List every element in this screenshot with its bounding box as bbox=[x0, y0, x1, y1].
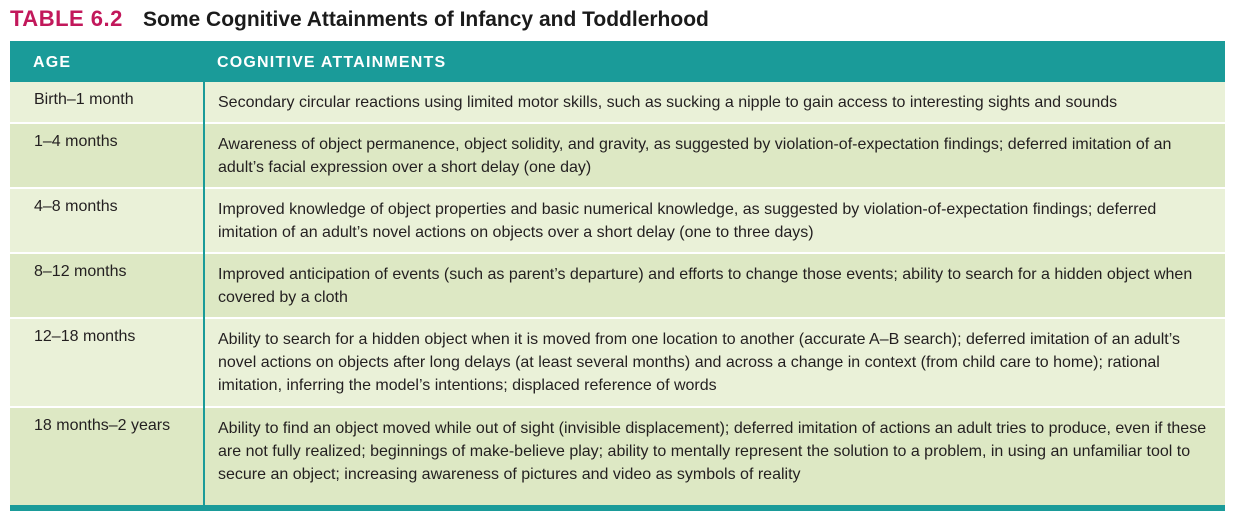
attainment-cell: Awareness of object permanence, object solidity, and gravity, as suggested by violation-of-expectation findings; deferred imitation of an adult’s facial expression over a short delay (one day) bbox=[218, 136, 1172, 176]
table-header bbox=[10, 41, 1225, 82]
age-cell: 18 months–2 years bbox=[34, 417, 171, 434]
table-bottom-rule bbox=[10, 505, 1225, 511]
attainment-cell: Improved knowledge of object properties and basic numerical knowledge, as suggested by violation-of-expectation findings; deferred imitation of an adult’s novel actions on objects over a short delay (one to three days) bbox=[218, 201, 1157, 241]
cognitive-attainments-table bbox=[10, 41, 1225, 511]
age-cell: 8–12 months bbox=[34, 263, 127, 280]
header-age: AGE bbox=[33, 54, 72, 71]
table-number: TABLE 6.2 bbox=[10, 6, 123, 31]
column-divider bbox=[203, 82, 205, 505]
age-cell: 1–4 months bbox=[34, 133, 118, 150]
table-row bbox=[10, 82, 1225, 122]
table-row bbox=[10, 317, 1225, 406]
attainment-cell: Secondary circular reactions using limited motor skills, such as sucking a nipple to gain access to interesting sights and sounds bbox=[218, 94, 1118, 111]
header-attainments: COGNITIVE ATTAINMENTS bbox=[217, 54, 447, 71]
table-row bbox=[10, 406, 1225, 507]
table-caption bbox=[10, 4, 709, 34]
age-cell: 4–8 months bbox=[34, 198, 118, 215]
age-cell: Birth–1 month bbox=[34, 91, 134, 108]
attainment-cell: Ability to find an object moved while out of sight (invisible displacement); deferred imitation of actions an adult tries to produce, even if these are not fully realized; beginnings of make-believe play; ability to mentally represent the solution to a problem, in using an unfamiliar tool to secure an object; increasing awareness of pictures and video as symbols of reality bbox=[218, 420, 1207, 483]
table-row bbox=[10, 122, 1225, 187]
table-title: Some Cognitive Attainments of Infancy and Toddlerhood bbox=[143, 8, 709, 31]
attainment-cell: Improved anticipation of events (such as parent’s departure) and efforts to change those events; ability to search for a hidden object when covered by a cloth bbox=[218, 266, 1193, 306]
attainment-cell: Ability to search for a hidden object when it is moved from one location to another (accurate A–B search); deferred imitation of an adult’s novel actions on objects after long delays (at least several months) and across a change in context (from child care to home); rational imitation, inferring the model’s intentions; displaced reference of words bbox=[218, 331, 1181, 394]
table-row bbox=[10, 187, 1225, 252]
table-row bbox=[10, 252, 1225, 317]
age-cell: 12–18 months bbox=[34, 328, 136, 345]
